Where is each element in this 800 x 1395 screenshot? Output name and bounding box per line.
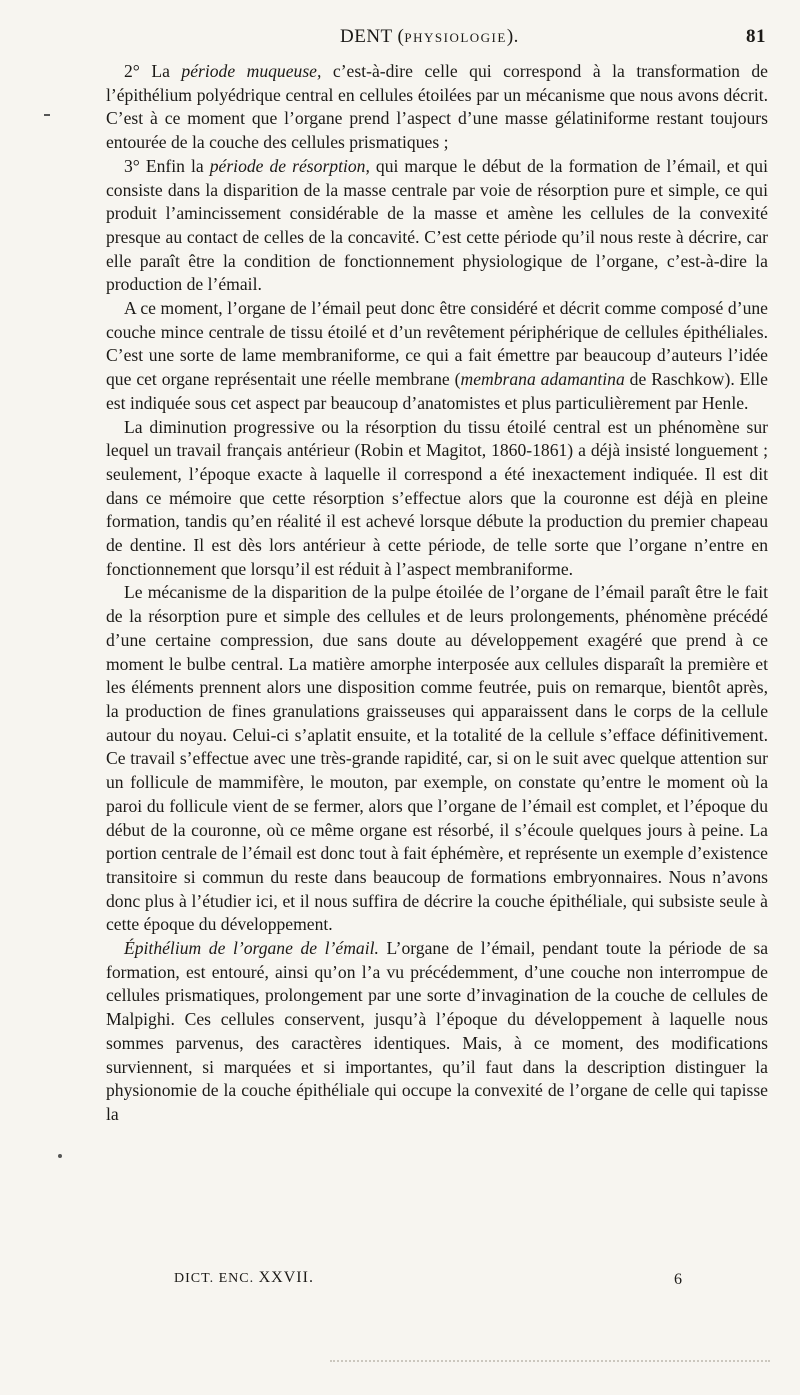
paragraph-text: de Raschkow). Elle est indiquée sous cet aspect par beaucoup d’anatomistes et plus particulièrement par Henle.: [106, 369, 768, 413]
signature-abbrev: DICT. ENC.: [174, 1271, 255, 1286]
paragraph: [106, 60, 768, 155]
page-header: [100, 26, 766, 56]
paragraph: [106, 297, 768, 416]
body-text: [106, 60, 768, 1127]
italic-text: période de résorption,: [209, 155, 370, 176]
running-head-close: ).: [506, 26, 519, 47]
paragraph-text: 3° Enfin la: [124, 155, 210, 176]
bleed-through-line: [330, 1360, 770, 1365]
signature-mark: [174, 1269, 314, 1287]
running-head-subtitle: PHYSIOLOGIE: [404, 30, 507, 45]
signature-volume: XXVII.: [258, 1269, 314, 1286]
running-head: [340, 26, 519, 48]
margin-dot: [58, 1154, 62, 1158]
paragraph: [106, 937, 768, 1127]
italic-text: membrana adamantina: [460, 369, 625, 390]
running-head-title: DENT (: [340, 26, 405, 47]
paragraph-text: 2° La: [124, 61, 182, 81]
italic-text: Épithélium de l’organe de l’émail.: [124, 938, 379, 959]
paragraph-text: L’organe de l’émail, pendant toute la période de sa formation, est entouré, ainsi qu’on l’a vu précédemment, d’une couche non interrompue de cellules prismatiques, prolongement par une sorte d’invagination de la couche de cellules de Malpighi. Ces cellules conservent, jusqu’à l’époque du développement à laquelle nous sommes parvenus, des caractères identiques. Mais, à ce moment, des modifications surviennent, si marquées et si importantes, qu’il faut dans la description distinguer la physionomie de la couche épithéliale qui occupe la convexité de l’organe de celle qui tapisse la: [106, 938, 769, 1124]
paragraph: [106, 581, 768, 937]
page-number: 81: [746, 26, 766, 47]
page-footer: [174, 1269, 694, 1293]
paragraph-text: Le mécanisme de la disparition de la pulpe étoilée de l’organe de l’émail paraît être le fait de la résorption pure et simple des cellules et de leurs prolongements, phénomène précédé d’une certaine compression, due sans doute au développement exagéré que prend à ce moment le bulbe central. La matière amorphe interposée aux cellules disparaît la première et les éléments prennent alors une disposition comme feutrée, puis on remarque, bientôt après, la production de fines granulations graisseuses qui apparaissent dans le corps de la cellule autour du noyau. Celui-ci s’aplatit ensuite, et la totalité de la cellule s’efface définitivement. Ce travail s’effectue avec une très-grande rapidité, car, si on le suit avec quelque attention sur un follicule de mammifère, le mouton, par exemple, on constate qu’entre le moment où la paroi du follicule vient de se fermer, alors que l’organe de l’émail est complet, et l’époque du début de la couronne, où ce même organe est résorbé, il s’écoule quelques jours à peine. La portion centrale de l’émail est donc tout à fait éphémère, et représente un exemple d’existence transitoire si commun du reste dans beaucoup de formations embryonnaires. Nous n’avons donc plus à l’étudier ici, et il nous suffira de décrire la couche épithéliale, qui subsiste seule à cette époque du développement.: [106, 582, 768, 935]
paragraph: [106, 416, 768, 582]
signature-number: 6: [674, 1271, 682, 1288]
paragraph-text: A ce moment, l’organe de l’émail peut donc être considéré et décrit comme composé d’une couche mince centrale de tissu étoilé et d’un revêtement périphérique de cellules épithéliales. C’est une sorte de lame membraniforme, ce qui a fait émettre par beaucoup d’auteurs l’idée que cet organe représentait une réelle membrane (: [106, 298, 768, 390]
paragraph-text: qui marque le début de la formation de l’émail, et qui consiste dans la disparition de la masse centrale par voie de résorption pure et simple, ce qui produit l’amincissement considérable de la masse et amène les cellules de la convexité presque au contact de celles de la concavité. C’est cette période qu’il nous reste à décrire, car elle paraît être la condition de fonctionnement physiologique de l’organe, c’est-à-dire la production de l’émail.: [106, 155, 768, 295]
paragraph-text: c’est-à-dire celle qui correspond à la transformation de l’épithélium polyédrique central en cellules étoilées par un mécanisme que nous avons décrit. C’est à ce moment que l’organe prend l’aspect d’une masse gélatiniforme restant toujours entourée de la couche des cellules prismatiques ;: [106, 61, 768, 153]
paragraph: [106, 155, 768, 297]
margin-mark: [44, 114, 50, 116]
italic-text: période muqueuse,: [181, 61, 322, 81]
paragraph-text: La diminution progressive ou la résorption du tissu étoilé central est un phénomène sur lequel un travail français antérieur (Robin et Magitot, 1860-1861) a déjà insisté longuement ; seulement, l’époque exacte à laquelle il correspond a été inexactement indiquée. Il est dit dans ce mémoire que cette résorption s’effectue alors que la couronne est déjà en pleine formation, tandis qu’en réalité il est achevé lorsque débute la production du premier chapeau de dentine. Il est dès lors antérieur à cette période, de telle sorte que l’organe n’entre en fonctionnement que lorsqu’il est réduit à l’aspect membraniforme.: [106, 416, 768, 579]
